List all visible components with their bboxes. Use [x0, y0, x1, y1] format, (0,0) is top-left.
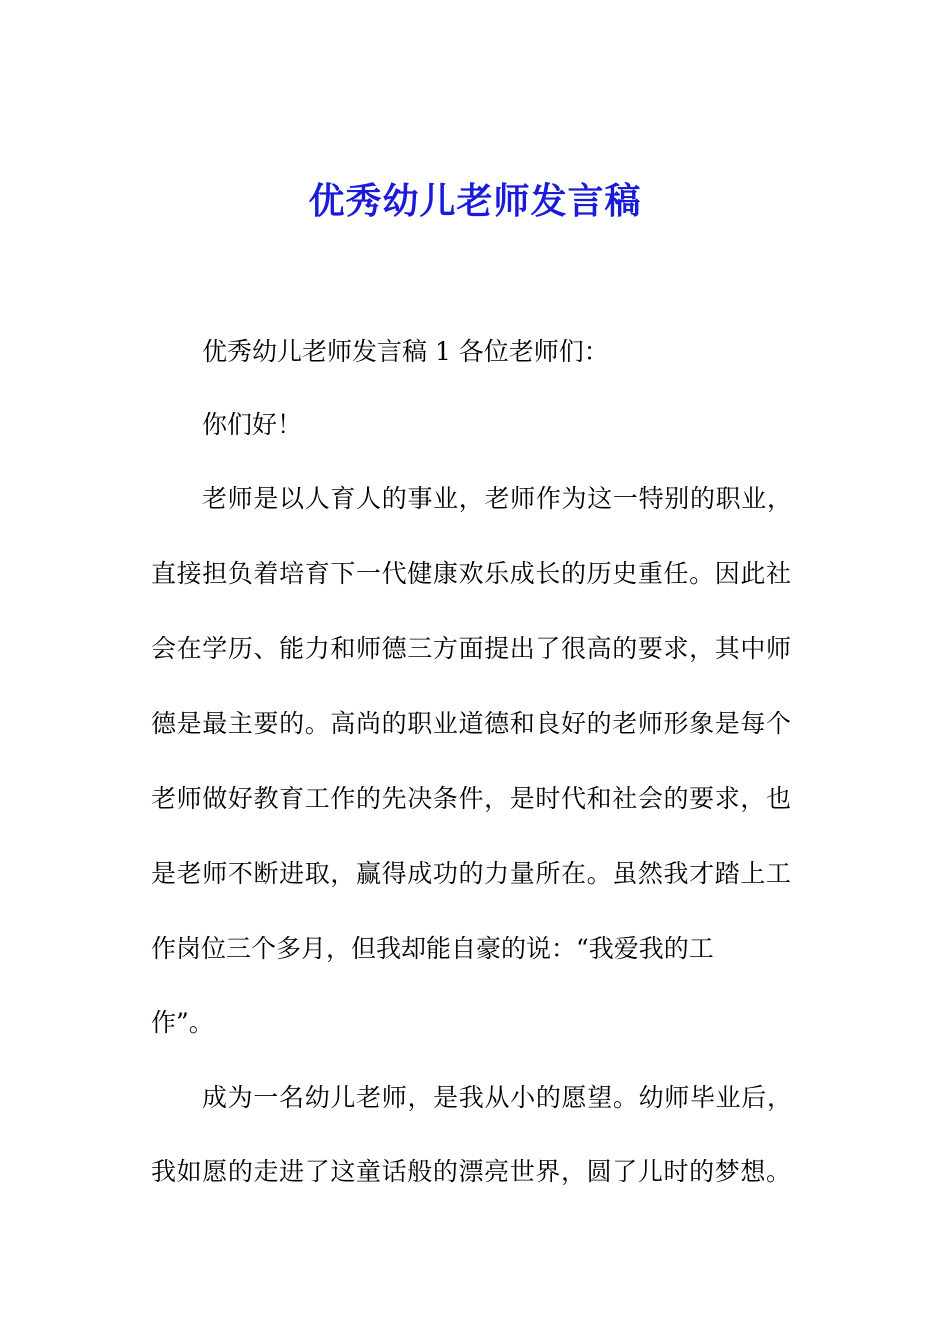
paragraph-line: 老师是以人育人的事业，老师作为这一特别的职业， — [202, 484, 792, 513]
paragraph-line: 优秀幼儿老师发言稿 1 各位老师们： — [202, 337, 609, 366]
paragraph-line: 我如愿的走进了这童话般的漂亮世界，圆了儿时的梦想。 — [151, 1157, 791, 1186]
paragraph-line: 你们好！ — [202, 410, 303, 439]
paragraph-line: 德是最主要的。高尚的职业道德和良好的老师形象是每个 — [151, 709, 791, 738]
paragraph-line: 成为一名幼儿老师，是我从小的愿望。幼师毕业后， — [202, 1083, 792, 1112]
paragraph-line: 会在学历、能力和师德三方面提出了很高的要求，其中师 — [151, 634, 791, 663]
paragraph-line: 老师做好教育工作的先决条件，是时代和社会的要求，也 — [151, 784, 791, 813]
paragraph-line: 作”。 — [151, 1008, 214, 1037]
paragraph-line: 直接担负着培育下一代健康欢乐成长的历史重任。因此社 — [151, 559, 791, 588]
document-title: 优秀幼儿老师发言稿 — [308, 180, 642, 222]
paragraph-line: 是老师不断进取，赢得成功的力量所在。虽然我才踏上工 — [151, 859, 791, 888]
paragraph-line: 作岗位三个多月，但我却能自豪的说：“我爱我的工 — [151, 934, 714, 963]
